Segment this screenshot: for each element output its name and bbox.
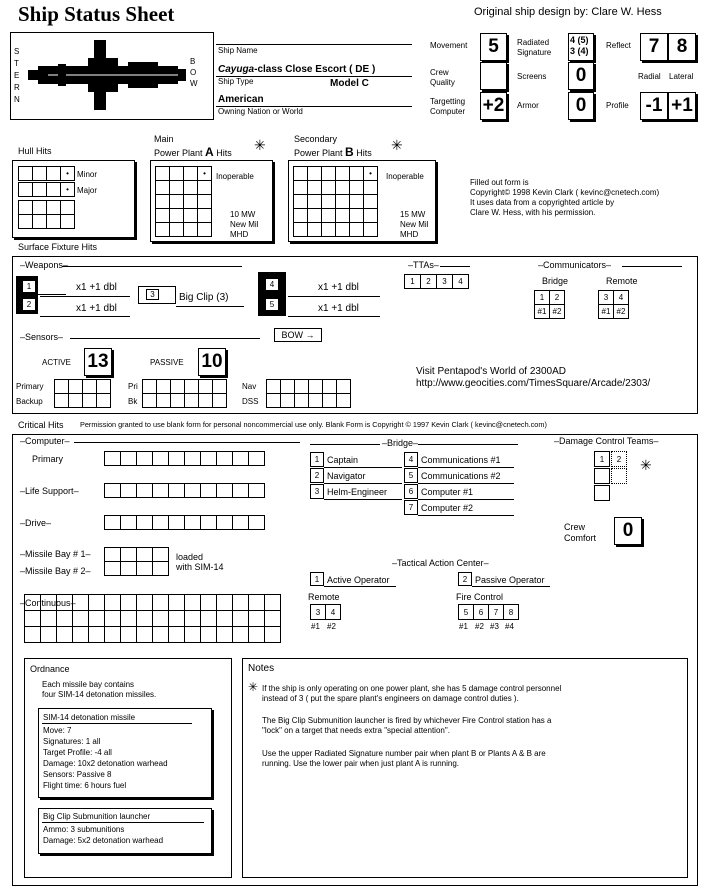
- hull-box[interactable]: [33, 183, 47, 197]
- weapon-4[interactable]: 4: [265, 278, 279, 291]
- sensor-primary-label: Primary: [16, 382, 44, 391]
- hull-box[interactable]: [47, 183, 61, 197]
- sensor-passive-label: PASSIVE: [150, 358, 184, 367]
- bow-label: B O W: [190, 57, 198, 88]
- life-support-heading: –Life Support–: [20, 486, 79, 496]
- crew-quality-value: [480, 62, 507, 90]
- hull-box[interactable]: [19, 201, 33, 215]
- radiated-upper: 4 (5): [570, 35, 589, 45]
- ordnance-title: Ordnance: [30, 664, 70, 674]
- bridge-station-label: Communications #1: [421, 455, 501, 465]
- bridge-station-underline: [418, 499, 514, 500]
- crew-comfort-label: Crew Comfort: [564, 522, 597, 543]
- asterisk-icon: ✳: [391, 137, 403, 153]
- bridge-station-label: Communications #2: [421, 471, 501, 481]
- comm-bridge-label: Bridge: [542, 276, 569, 286]
- sensor-dss-label: DSS: [242, 397, 259, 406]
- screens-label: Screens: [517, 72, 547, 81]
- hull-box[interactable]: [33, 201, 47, 215]
- sensor-nav-boxes: [266, 379, 351, 408]
- weapon-5-dmg: x1 +1 dbl: [318, 303, 359, 314]
- hull-hits-title: Hull Hits: [18, 146, 52, 156]
- hull-box[interactable]: [19, 215, 33, 229]
- plant-a-mw: 10 MW: [230, 210, 256, 219]
- weapon-1[interactable]: 1: [22, 280, 36, 293]
- hull-minor-label: Minor: [77, 170, 98, 179]
- ship-type-label: Ship Type: [218, 77, 254, 86]
- visit-url[interactable]: http://www.geocities.com/TimesSquare/Arcade/2303/: [416, 378, 651, 389]
- note-3a: Use the upper Radiated Signature number pair when plant B or Plants A & B are: [262, 749, 546, 758]
- bow-direction: BOW →: [274, 328, 322, 342]
- bridge-station-num[interactable]: 6: [404, 484, 418, 499]
- bridge-station-label: Helm-Engineer: [327, 487, 388, 497]
- plant-a-mhd: MHD: [230, 230, 249, 239]
- weapons-heading: –Weapons–: [20, 260, 68, 270]
- plant-b-mw: 15 MW: [400, 210, 426, 219]
- drive-boxes: [104, 515, 265, 530]
- permission-note: Permission granted to use blank form for personal noncommercial use only. Blank Form is Copyright © 1997 Kevin Clark ( kevinc@cnetech.com): [80, 420, 547, 429]
- tac-active-op: Active Operator: [327, 575, 390, 585]
- surface-title: Surface Fixture Hits: [18, 242, 98, 252]
- plant-b-boxes: •: [293, 166, 378, 237]
- crew-comfort-value: 0: [614, 517, 642, 545]
- bridge-station-num[interactable]: 1: [310, 452, 324, 467]
- bridge-station-underline: [324, 483, 402, 484]
- computer-boxes: [104, 451, 265, 466]
- plant-b-mhd: MHD: [400, 230, 419, 239]
- ordnance-intro-1: Each missile bay contains: [42, 680, 135, 689]
- design-credit: Original ship design by: Clare W. Hess: [474, 6, 662, 18]
- bridge-station-underline: [418, 467, 514, 468]
- tac-remote-sub-1: #1: [311, 622, 320, 631]
- sim14-stat: Move: 7: [43, 726, 72, 735]
- bridge-station-underline: [324, 499, 402, 500]
- weapon-5[interactable]: 5: [265, 298, 279, 311]
- dct-3[interactable]: [611, 468, 627, 484]
- tac-passive-op: Passive Operator: [475, 575, 545, 585]
- asterisk-icon: ✳: [254, 137, 266, 153]
- ship-silhouette-icon: [28, 36, 188, 114]
- bigclip-title: Big Clip Submunition launcher: [43, 812, 151, 821]
- sim14-stat: Damage: 10x2 detonation warhead: [43, 759, 168, 768]
- fire-control-label: Fire Control: [456, 592, 504, 602]
- plant-b-inoperable: Inoperable: [386, 172, 424, 181]
- weapon-2-dmg: x1 +1 dbl: [76, 303, 117, 314]
- radial-label: Radial: [638, 72, 661, 81]
- tac-passive-op-num[interactable]: 2: [458, 572, 472, 586]
- surface-frame: [12, 256, 698, 414]
- screens-value: 0: [568, 62, 594, 90]
- comm-bridge-1[interactable]: 1: [535, 291, 550, 305]
- plant-a-inoperable: Inoperable: [216, 172, 254, 181]
- dct-1[interactable]: 1: [594, 451, 610, 467]
- profile-label: Profile: [606, 101, 629, 110]
- dct-4[interactable]: [594, 468, 610, 484]
- fire-control-boxes: 5 6 7 8: [458, 604, 519, 620]
- life-support-boxes: [104, 483, 265, 498]
- weapon-2[interactable]: 2: [22, 298, 36, 311]
- reflect-label: Reflect: [606, 41, 631, 50]
- sensor-active-boxes: [54, 379, 111, 408]
- sensor-passive-value: 10: [198, 348, 226, 376]
- bridge-station-label: Navigator: [327, 471, 366, 481]
- lateral-label: Lateral: [669, 72, 694, 81]
- weapon-4-dmg: x1 +1 dbl: [318, 282, 359, 293]
- hull-box[interactable]: [61, 201, 75, 215]
- note-1a: If the ship is only operating on one power plant, she has 5 damage control personnel: [262, 684, 562, 693]
- sim14-stat: Sensors: Passive 8: [43, 770, 112, 779]
- bridge-station-num[interactable]: 4: [404, 452, 418, 467]
- sim14-stat: Signatures: 1 all: [43, 737, 101, 746]
- profile-radial: -1: [640, 92, 668, 120]
- bigclip-stat: Damage: 5x2 detonation warhead: [43, 836, 164, 845]
- armor-value: 0: [568, 92, 594, 120]
- missile-bay-2-label: –Missile Bay # 2–: [20, 566, 91, 576]
- asterisk-icon: ✳: [640, 457, 652, 473]
- sim14-stat: Flight time: 6 hours fuel: [43, 781, 127, 790]
- sensor-active-value: 13: [84, 348, 112, 376]
- tta-2[interactable]: 2: [421, 275, 437, 289]
- drive-heading: –Drive–: [20, 518, 52, 528]
- sensor-passive-boxes: [142, 379, 227, 408]
- hull-box[interactable]: [47, 167, 61, 181]
- comm-bridge-boxes: 1 2 #1 #2: [534, 290, 565, 319]
- damage-control-heading: –Damage Control Teams–: [554, 436, 659, 446]
- weapon-3[interactable]: 3: [146, 289, 159, 300]
- note-2b: "lock" on a target that needs extra "special attention".: [262, 726, 450, 735]
- ordnance-intro-2: four SIM-14 detonation missiles.: [42, 690, 157, 699]
- hull-box[interactable]: [19, 167, 33, 181]
- hull-major-label: Major: [77, 186, 98, 195]
- hull-extra-boxes: [18, 200, 75, 229]
- tta-1[interactable]: 1: [405, 275, 421, 289]
- tac-remote-boxes: 3 4: [310, 604, 341, 620]
- sensor-backup-label: Backup: [16, 397, 43, 406]
- armor-label: Armor: [517, 101, 539, 110]
- bridge-station-label: Computer #1: [421, 487, 474, 497]
- dct-5[interactable]: [594, 485, 610, 501]
- ship-nation: American: [218, 94, 264, 105]
- hull-box[interactable]: [61, 215, 75, 229]
- page-title: Ship Status Sheet: [18, 2, 175, 26]
- ship-model: Model C: [330, 78, 369, 89]
- computer-primary-label: Primary: [32, 454, 63, 464]
- comm-remote-4[interactable]: 4: [614, 291, 629, 305]
- plant-a-title1: Main: [154, 134, 174, 144]
- sim14-stat: Target Profile: -4 all: [43, 748, 112, 757]
- bridge-station-underline: [324, 467, 402, 468]
- hull-box[interactable]: [33, 167, 47, 181]
- reflect-lateral: 8: [668, 33, 696, 61]
- bridge-heading: –Bridge–: [382, 438, 419, 448]
- hull-major-boxes: [18, 182, 75, 197]
- bigclip-stat: Ammo: 3 submunitions: [43, 825, 125, 834]
- tac-heading: –Tactical Action Center–: [392, 558, 489, 568]
- continuous-boxes: [24, 594, 281, 643]
- movement-label: Movement: [430, 41, 468, 50]
- hull-minor-boxes: [18, 166, 75, 181]
- visit-line-1: Visit Pentapod's World of 2300AD: [416, 366, 566, 377]
- fc-sub-4: #4: [505, 622, 514, 631]
- plant-a-mil: New Mil: [230, 220, 259, 229]
- targeting-label: Targetting Computer: [430, 97, 466, 116]
- sensor-bk-label: Bk: [128, 397, 138, 406]
- bridge-station-num[interactable]: 5: [404, 468, 418, 483]
- sensor-pri-label: Pri: [128, 382, 138, 391]
- targeting-value: +2: [480, 92, 507, 120]
- filled-out-note: Filled out form is Copyright© 1998 Kevin Clark ( kevinc@cnetech.com) It uses data from a copyrighted article by Clare W. Hess, with his permission.: [470, 178, 660, 217]
- radiated-label: Radiated Signature: [517, 38, 552, 57]
- nation-label: Owning Nation or World: [218, 107, 303, 116]
- hull-box[interactable]: [47, 201, 61, 215]
- ship-class: Cayuga-class Close Escort ( DE ): [218, 64, 376, 75]
- note-1b: instead of 3 ( put the spare plant's engineers on damage control duties ).: [262, 694, 519, 703]
- loaded-label: loaded: [176, 552, 204, 562]
- fc-sub-3: #3: [490, 622, 499, 631]
- comm-remote-boxes: 3 4 #1 #2: [598, 290, 629, 319]
- fc-sub-1: #1: [459, 622, 468, 631]
- missile-boxes: [104, 547, 169, 576]
- bridge-station-underline: [418, 483, 514, 484]
- note-3b: running. Use the lower pair when just plant A is running.: [262, 759, 460, 768]
- computer-heading: –Computer–: [20, 436, 70, 446]
- tta-4[interactable]: 4: [453, 275, 469, 289]
- notes-title: Notes: [248, 663, 275, 674]
- tac-remote-label: Remote: [308, 592, 340, 602]
- bridge-station-num[interactable]: 3: [310, 484, 324, 499]
- continuous-heading: –Continuous–: [20, 598, 76, 608]
- hull-box[interactable]: •: [61, 183, 75, 197]
- dct-2[interactable]: 2: [611, 451, 627, 467]
- plant-b-title2: Power Plant B Hits: [294, 145, 372, 159]
- weapon-1-dmg: x1 +1 dbl: [76, 282, 117, 293]
- tac-remote-sub-2: #2: [327, 622, 336, 631]
- ship-name-label: Ship Name: [218, 46, 258, 55]
- bridge-station-label: Computer #2: [421, 503, 474, 513]
- critical-title: Critical Hits: [18, 420, 64, 430]
- movement-value: 5: [480, 33, 507, 61]
- hull-box[interactable]: [33, 215, 47, 229]
- comm-bridge-2[interactable]: 2: [550, 291, 565, 305]
- hull-box[interactable]: [47, 215, 61, 229]
- note-2a: The Big Clip Submunition launcher is fired by whichever Fire Control station has a: [262, 716, 552, 725]
- asterisk-icon: ✳: [248, 680, 259, 694]
- reflect-radial: 7: [640, 33, 668, 61]
- sensor-nav-label: Nav: [242, 382, 257, 391]
- plant-a-title2: Power Plant A Hits: [154, 145, 232, 159]
- stern-label: S T E R N: [14, 47, 20, 104]
- comm-remote-label: Remote: [606, 276, 638, 286]
- plant-b-title1: Secondary: [294, 134, 338, 144]
- big-clip-label: Big Clip (3): [179, 292, 229, 303]
- loaded-with-label: with SIM-14: [176, 562, 224, 572]
- ttas-heading: –TTAs–: [408, 260, 439, 270]
- crew-quality-label: Crew Quality: [430, 68, 455, 87]
- plant-b-mil: New Mil: [400, 220, 429, 229]
- bridge-station-underline: [418, 515, 514, 516]
- sim14-title: SIM-14 detonation missile: [43, 713, 136, 722]
- bridge-station-num[interactable]: 2: [310, 468, 324, 483]
- tta-boxes: [404, 274, 469, 289]
- plant-a-boxes: •: [155, 166, 212, 237]
- missile-bay-1-label: –Missile Bay # 1–: [20, 549, 91, 559]
- bridge-station-num[interactable]: 7: [404, 500, 418, 515]
- communicators-heading: –Communicators–: [538, 260, 612, 270]
- sensor-active-label: ACTIVE: [42, 358, 71, 367]
- hull-box[interactable]: •: [61, 167, 75, 181]
- tac-active-op-num[interactable]: 1: [310, 572, 324, 586]
- bridge-station-label: Captain: [327, 455, 359, 465]
- comm-remote-3[interactable]: 3: [599, 291, 614, 305]
- hull-box[interactable]: [19, 183, 33, 197]
- profile-lateral: +1: [668, 92, 696, 120]
- fc-sub-2: #2: [475, 622, 484, 631]
- sensors-heading: –Sensors–: [20, 332, 64, 342]
- radiated-lower: 3 (4): [570, 46, 589, 56]
- tta-3[interactable]: 3: [437, 275, 453, 289]
